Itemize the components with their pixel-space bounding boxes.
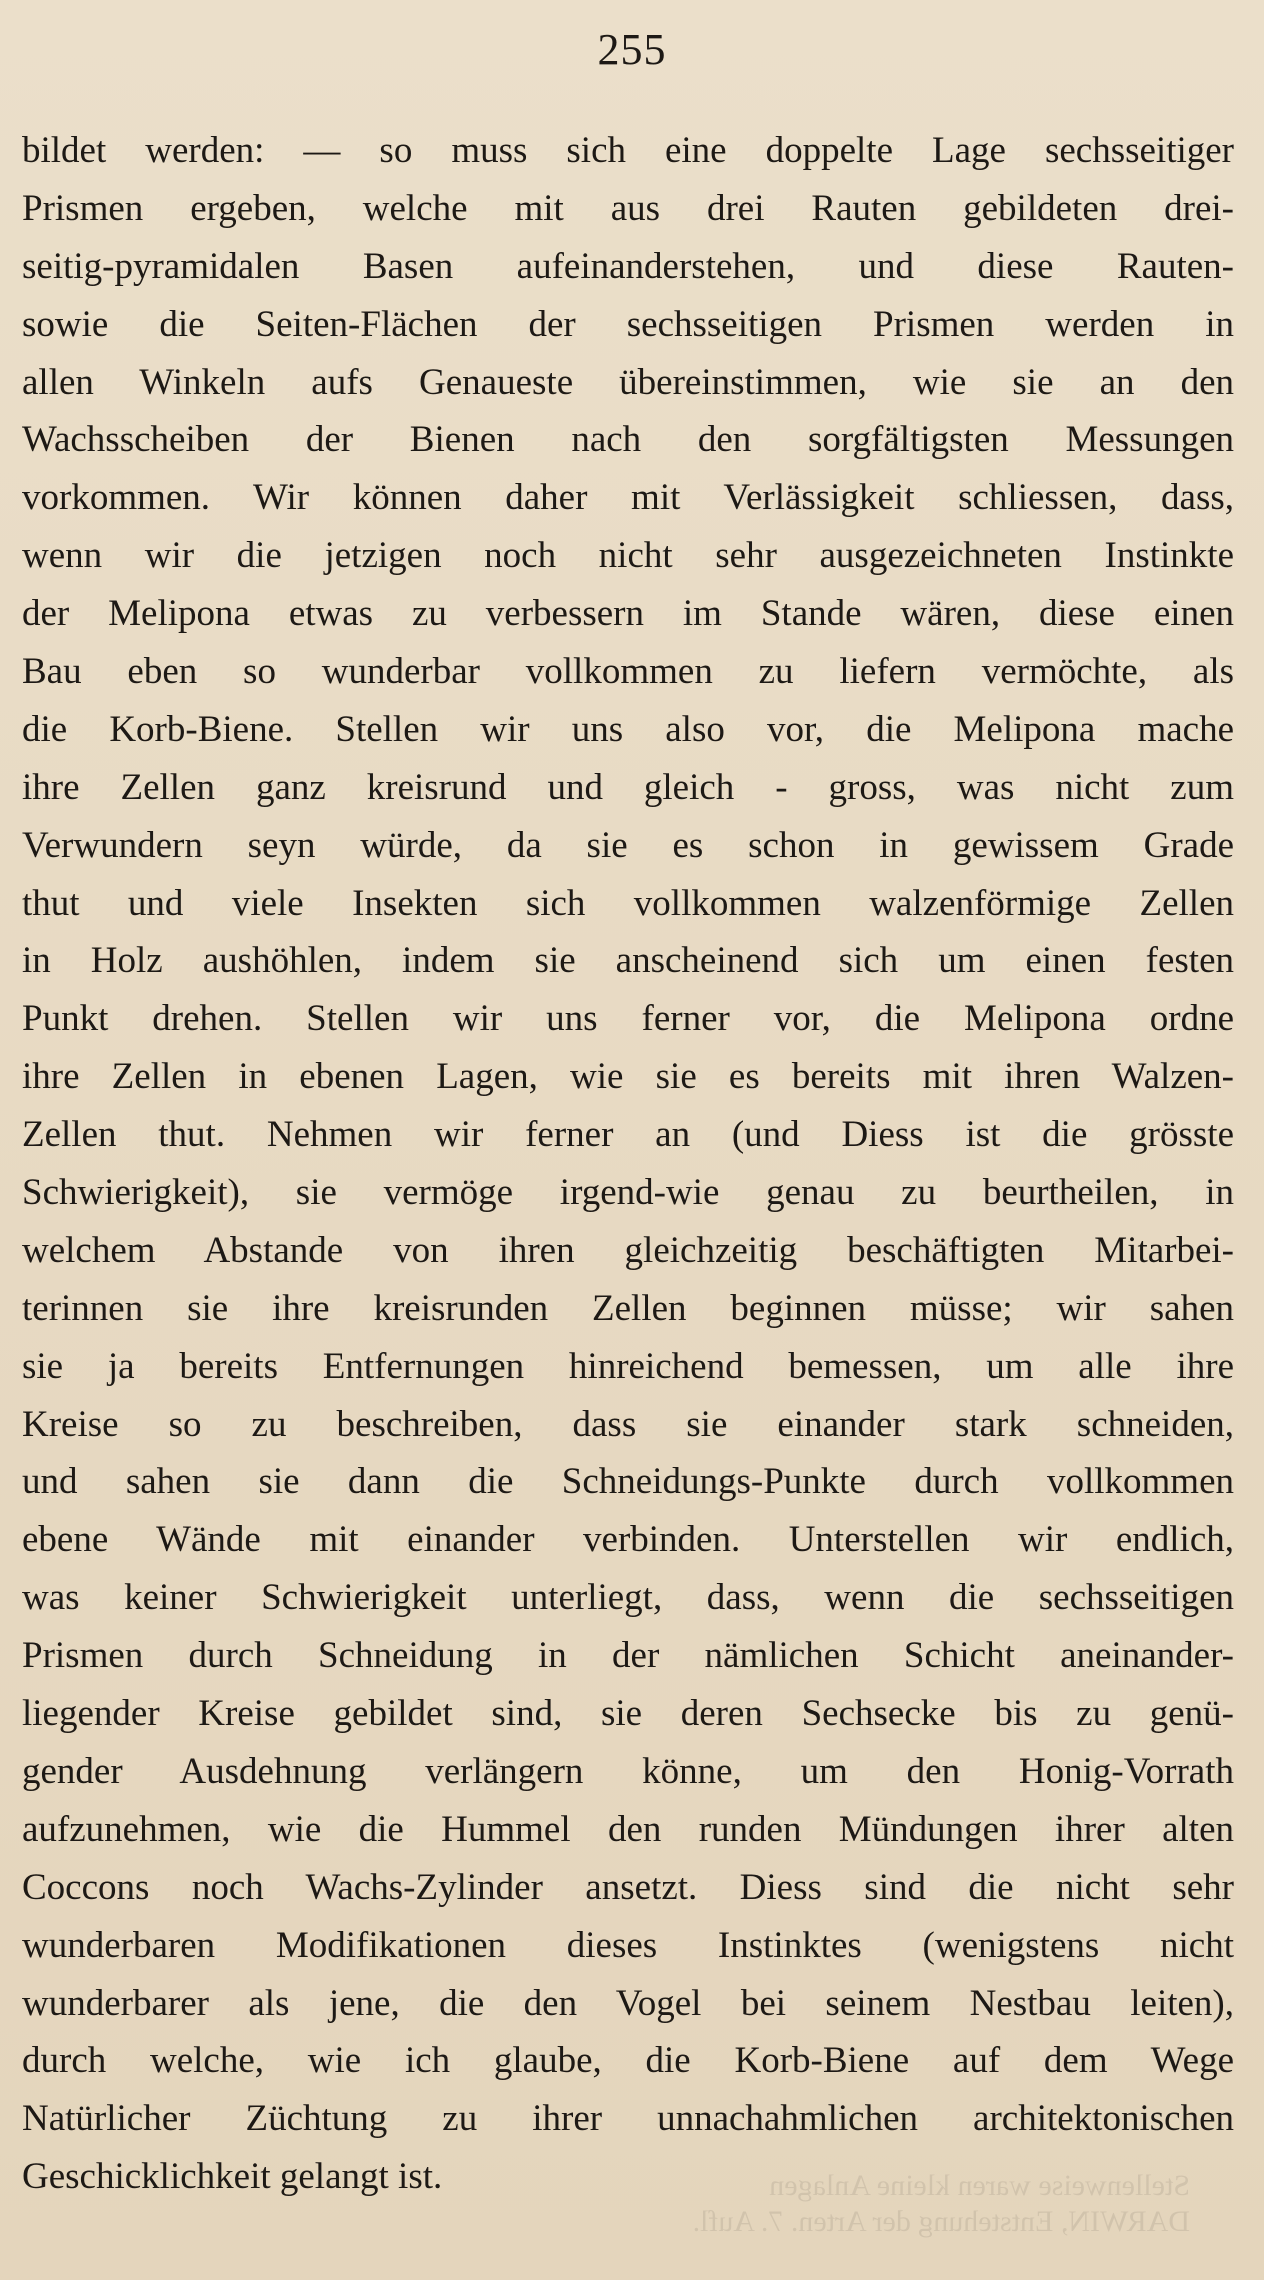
text-line: bildet werden: — so muss sich eine doppelte Lage sechsseitiger	[22, 130, 1234, 171]
text-line: aufzunehmen, wie die Hummel den runden Mündungen ihrer alten	[22, 1808, 1234, 1850]
bleed-through-line: Stellenweise waren kleine Anlagen	[769, 2169, 1190, 2202]
text-line: Wachsscheiben der Bienen nach den sorgfältigsten Messungen	[22, 419, 1234, 461]
text-line: Prismen durch Schneidung in der nämlichen Schicht aneinander-	[22, 1635, 1234, 1677]
text-line: Prismen ergeben, welche mit aus drei Rauten gebildeten drei-	[22, 187, 1234, 229]
text-line: Coccons noch Wachs-Zylinder ansetzt. Diess sind die nicht sehr	[22, 1866, 1234, 1908]
text-line: vorkommen. Wir können daher mit Verlässigkeit schliessen, dass,	[22, 477, 1234, 519]
text-line: Schwierigkeit), sie vermöge irgend-wie genau zu beurtheilen, in	[22, 1172, 1234, 1214]
text-line: gender Ausdehnung verlängern könne, um den Honig-Vorrath	[22, 1750, 1234, 1792]
text-line: thut und viele Insekten sich vollkommen walzenförmige Zellen	[22, 882, 1234, 924]
text-line: Kreise so zu beschreiben, dass sie einander stark schneiden,	[22, 1403, 1234, 1445]
text-line: wunderbaren Modifikationen dieses Instinktes (wenigstens nicht	[22, 1924, 1234, 1966]
text-line: terinnen sie ihre kreisrunden Zellen beginnen müsse; wir sahen	[22, 1287, 1234, 1329]
text-line: Natürlicher Züchtung zu ihrer unnachahmlichen architektonischen	[22, 2098, 1234, 2140]
text-line: wunderbarer als jene, die den Vogel bei seinem Nestbau leiten),	[22, 1982, 1234, 2024]
bleed-through-line: DARWIN, Entstehung der Arten. 7. Aufl.	[692, 2205, 1190, 2238]
text-line: allen Winkeln aufs Genaueste übereinstimmen, wie sie an den	[22, 361, 1234, 403]
text-line: sie ja bereits Entfernungen hinreichend bemessen, um alle ihre	[22, 1345, 1234, 1387]
text-line: die Korb-Biene. Stellen wir uns also vor, die Melipona mache	[22, 708, 1234, 750]
text-line: Zellen thut. Nehmen wir ferner an (und Diess ist die grösste	[22, 1114, 1234, 1156]
text-line: Bau eben so wunderbar vollkommen zu liefern vermöchte, als	[22, 651, 1234, 693]
text-line: seitig-pyramidalen Basen aufeinanderstehen, und diese Rauten-	[22, 245, 1234, 287]
text-line: liegender Kreise gebildet sind, sie deren Sechsecke bis zu genü-	[22, 1693, 1234, 1735]
text-line: Geschicklichkeit gelangt ist.	[22, 2156, 443, 2198]
text-line: welchem Abstande von ihren gleichzeitig beschäftigten Mitarbei-	[22, 1229, 1234, 1271]
text-line: in Holz aushöhlen, indem sie anscheinend sich um einen festen	[22, 940, 1234, 982]
text-line: was keiner Schwierigkeit unterliegt, dass, wenn die sechsseitigen	[22, 1577, 1234, 1619]
text-line: ebene Wände mit einander verbinden. Unterstellen wir endlich,	[22, 1519, 1234, 1561]
text-line: durch welche, wie ich glaube, die Korb-Biene auf dem Wege	[22, 2040, 1234, 2082]
text-line: der Melipona etwas zu verbessern im Stande wären, diese einen	[22, 593, 1234, 635]
text-line: ihre Zellen in ebenen Lagen, wie sie es bereits mit ihren Walzen-	[22, 1056, 1234, 1098]
text-line: ihre Zellen ganz kreisrund und gleich - gross, was nicht zum	[22, 766, 1234, 808]
text-line: Punkt drehen. Stellen wir uns ferner vor, die Melipona ordne	[22, 998, 1234, 1040]
text-line: Verwundern seyn würde, da sie es schon in gewissem Grade	[22, 824, 1234, 866]
text-line: sowie die Seiten-Flächen der sechsseitigen Prismen werden in	[22, 303, 1234, 345]
page-number: 255	[597, 25, 667, 74]
text-line: und sahen sie dann die Schneidungs-Punkte durch vollkommen	[22, 1461, 1234, 1503]
text-line: wenn wir die jetzigen noch nicht sehr ausgezeichneten Instinkte	[22, 535, 1234, 577]
body-text	[22, 122, 1234, 2206]
